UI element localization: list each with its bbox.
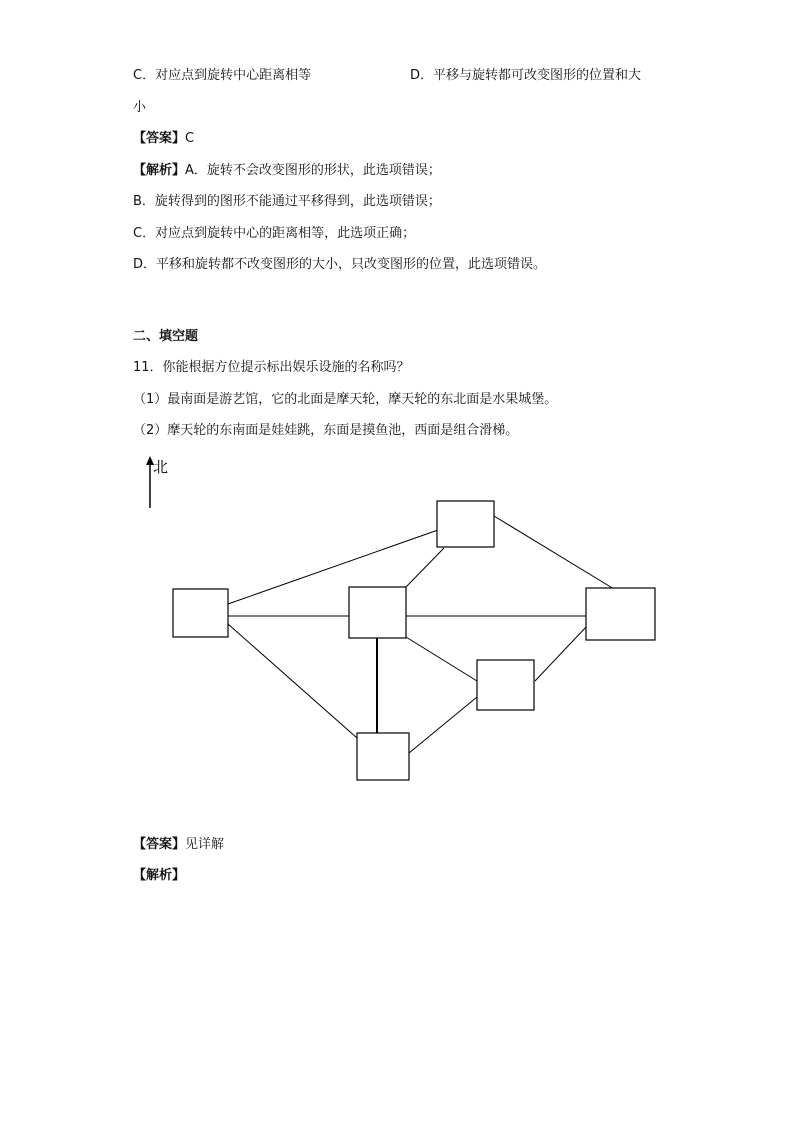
- edge-center-to-southeast: [406, 637, 477, 681]
- box-north[interactable]: [437, 501, 494, 547]
- analysis-label: 【解析】: [133, 163, 186, 178]
- answer-value: 见详解: [185, 837, 225, 852]
- option-d: D．平移与旋转都可改变图形的位置和大: [410, 68, 642, 83]
- q11-hint-1: （1）最南面是游艺馆，它的北面是摩天轮，摩天轮的东北面是水果城堡。: [133, 392, 558, 407]
- box-center[interactable]: [349, 587, 406, 638]
- box-west[interactable]: [173, 589, 228, 637]
- edge-top-to-east: [494, 516, 614, 589]
- connection-lines: [228, 516, 614, 753]
- edge-west-to-bottom: [228, 624, 357, 738]
- q11-stem: 11．你能根据方位提示标出娱乐设施的名称吗？: [133, 360, 410, 375]
- section-title: 二、填空题: [133, 329, 199, 344]
- facility-boxes: [173, 501, 655, 780]
- answer-label: 【答案】: [133, 837, 186, 852]
- box-east[interactable]: [586, 588, 655, 640]
- q11-hint-2: （2）摩天轮的东南面是娃娃跳，东面是摸鱼池，西面是组合滑梯。: [133, 423, 519, 438]
- edge-bottom-to-southeast: [409, 697, 477, 753]
- analysis-text: A．旋转不会改变图形的形状，此选项错误；: [185, 163, 441, 178]
- q10-analysis-line-3: C．对应点到旋转中心的距离相等，此选项正确；: [133, 226, 416, 241]
- q10-analysis-line-4: D．平移和旋转都不改变图形的大小，只改变图形的位置，此选项错误。: [133, 257, 547, 272]
- option-c: C．对应点到旋转中心距离相等: [133, 68, 312, 83]
- box-south[interactable]: [357, 733, 409, 780]
- option-d-continued: 小: [133, 100, 147, 115]
- q10-analysis-line-2: B．旋转得到的图形不能通过平移得到，此选项错误；: [133, 194, 441, 209]
- answer-value: C: [185, 131, 195, 146]
- answer-label: 【答案】: [133, 131, 186, 146]
- north-label: 北: [153, 458, 169, 476]
- compass: [146, 456, 168, 508]
- q11-analysis-label: 【解析】: [133, 868, 186, 883]
- box-southeast[interactable]: [477, 660, 534, 710]
- edge-southeast-to-east: [535, 626, 587, 681]
- q11-answer: [133, 836, 224, 854]
- edge-center-to-top: [406, 548, 444, 587]
